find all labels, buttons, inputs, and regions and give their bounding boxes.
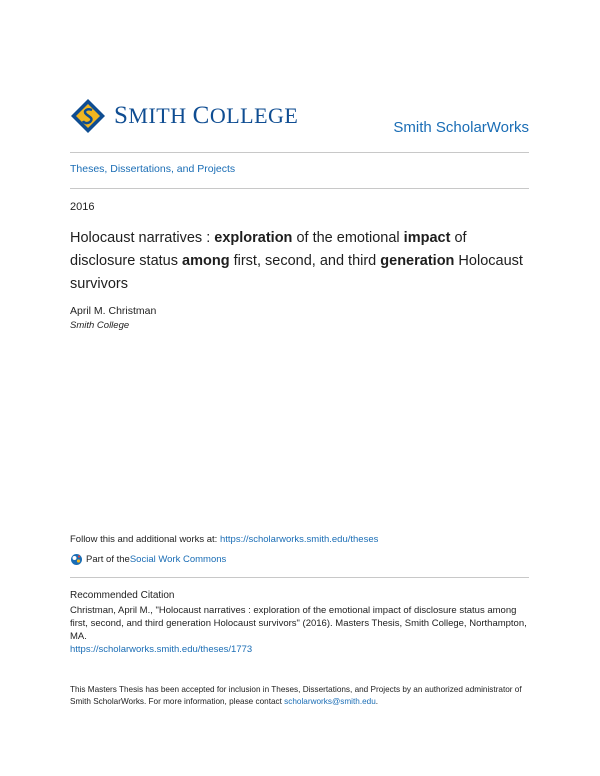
divider — [70, 577, 529, 578]
title-part: Holocaust survivors — [70, 253, 523, 292]
recommended-citation-heading: Recommended Citation — [70, 590, 175, 601]
document-title — [70, 227, 530, 296]
divider — [70, 152, 529, 153]
title-part: among — [182, 253, 230, 269]
title-part: Holocaust narratives : — [70, 230, 215, 246]
contact-email-link[interactable]: scholarworks@smith.edu — [284, 697, 376, 706]
footer-text: This Masters Thesis has been accepted for inclusion in Theses, Dissertations, and Projects by an authorized administrator of Smith ScholarWorks. For more information, please contact — [70, 685, 522, 706]
citation-block — [70, 604, 530, 656]
smith-college-logo[interactable] — [70, 98, 298, 134]
title-part: impact — [403, 230, 451, 246]
author-name: April M. Christman — [70, 305, 157, 317]
title-part: of disclosure status — [70, 230, 467, 269]
citation-url-link[interactable]: https://scholarworks.smith.edu/theses/1773 — [70, 644, 253, 655]
logo-wordmark — [114, 102, 298, 130]
publication-year: 2016 — [70, 201, 95, 213]
title-part: exploration — [214, 230, 293, 246]
theses-link[interactable]: https://scholarworks.smith.edu/theses — [219, 534, 379, 545]
title-part: generation — [380, 253, 455, 269]
part-of-line — [70, 553, 226, 566]
smith-scholarworks-link[interactable]: Smith ScholarWorks — [393, 119, 529, 136]
follow-text: Follow this and additional works at: — [70, 534, 220, 545]
follow-line — [70, 534, 378, 545]
footer-notice — [70, 684, 530, 708]
citation-text: Christman, April M., "Holocaust narratives : exploration of the emotional impact of disclosure status among first, second, and third generation Holocaust survivors" (2016). Masters Thesis, Smith College, Northampton, MA. — [70, 605, 527, 642]
smith-college-seal-icon — [70, 98, 106, 134]
logo-text-ollege: OLLEGE — [209, 103, 299, 128]
logo-initial-s: S — [114, 102, 129, 129]
part-of-text: Part of the — [86, 554, 130, 565]
author-affiliation: Smith College — [70, 320, 130, 331]
title-part: of the emotional — [292, 230, 404, 246]
network-commons-icon — [70, 553, 83, 566]
social-work-commons-link[interactable]: Social Work Commons — [129, 554, 227, 565]
logo-text-mith: MITH — [128, 103, 193, 128]
title-part: first, second, and third — [229, 253, 381, 269]
footer-period: . — [375, 697, 379, 706]
logo-initial-c: C — [192, 102, 210, 129]
divider — [70, 188, 529, 189]
collection-link[interactable]: Theses, Dissertations, and Projects — [70, 163, 236, 175]
